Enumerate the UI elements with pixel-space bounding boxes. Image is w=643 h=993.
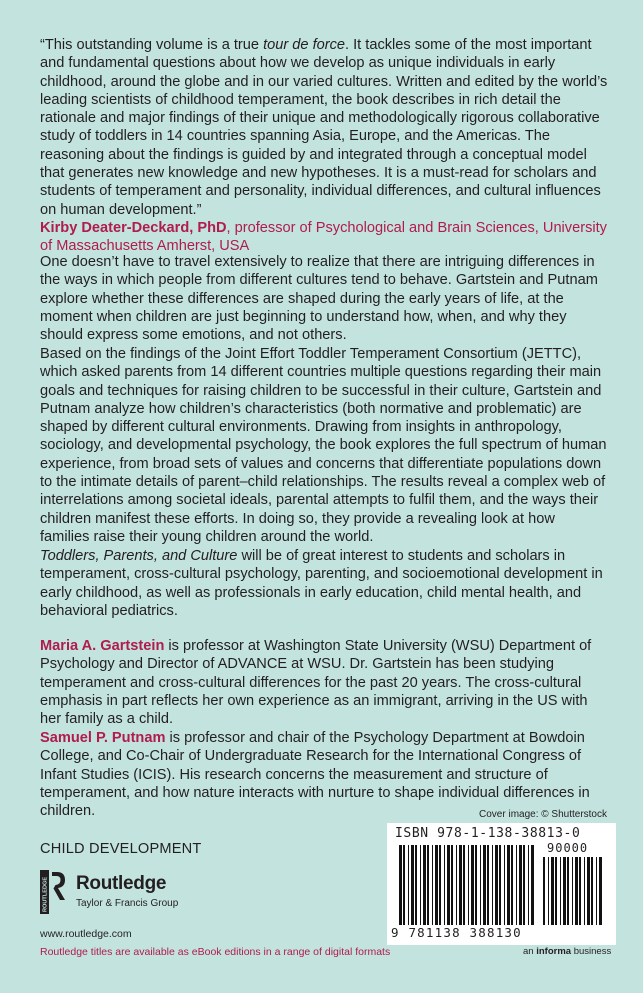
barcode-bar [584, 857, 585, 925]
barcode-bar [411, 845, 414, 925]
barcode-bar [492, 845, 493, 925]
barcode-bar [475, 845, 477, 925]
barcode-bar [499, 845, 501, 925]
barcode-bar [551, 857, 554, 925]
quote-text-part: “This outstanding volume is a true [40, 37, 264, 53]
barcode-bar [567, 857, 569, 925]
bio-body: is professor at Washington State University (WSU) Department of Psychology and Director of ADVANCE at WSU. Dr. Gartstein has been studying temperament and cross-cultural differences for the past 20 years. The cross-cultural emphasis in part reflects her own experience as an immigrant, arriving in the US with her family as a child. [40, 638, 592, 728]
bio-text [40, 637, 608, 728]
addon-barcode-bars [543, 857, 605, 925]
informa-tagline [523, 946, 611, 957]
bio-text [40, 729, 608, 820]
routledge-logo [40, 870, 210, 916]
barcode-bar [599, 857, 602, 925]
book-title: Toddlers, Parents, and Culture [40, 548, 238, 564]
publisher-group: Taylor & Francis Group [76, 898, 179, 909]
barcode-bar [468, 845, 469, 925]
barcode-bar [456, 845, 457, 925]
author-bio-1 [40, 637, 608, 728]
barcode-bar [543, 857, 545, 925]
publisher-name: Routledge [76, 873, 167, 894]
spine-mark-text: ROUTLEDGE [42, 876, 49, 912]
bio-author-name: Samuel P. Putnam [40, 730, 166, 746]
barcode-bar [587, 857, 590, 925]
barcode-bar [555, 857, 557, 925]
barcode-bar [408, 845, 409, 925]
barcode-bar [471, 845, 474, 925]
barcode-bar [495, 845, 498, 925]
endorsement-quote [40, 36, 608, 256]
barcode-bar [435, 845, 438, 925]
paragraph-text [40, 547, 608, 620]
quote-author-name: Kirby Deater-Deckard, PhD [40, 219, 227, 236]
barcode-bar [432, 845, 433, 925]
informa-brand: informa [536, 946, 572, 957]
barcode-bar [575, 857, 578, 925]
barcode-bar [399, 845, 402, 925]
series-label: CHILD DEVELOPMENT [40, 841, 202, 857]
barcode-bar [519, 845, 522, 925]
barcode-bar [444, 845, 445, 925]
barcode-bar [572, 857, 573, 925]
barcode-bar [447, 845, 450, 925]
publisher-website: www.routledge.com [40, 928, 132, 940]
paragraph-text: One doesn’t have to travel extensively to realize that there are intriguing differences in the ways in which people from different cultures tend to behave. Gartstein and Putnam explore whether these differences are shaped during the early years of life, at the moment when children are just beginning to understand how, when, and why they should express some emotions, and not others. [40, 254, 598, 344]
isbn-label: ISBN 978-1-138-38813-0 [395, 826, 581, 841]
bio-author-name: Maria A. Gartstein [40, 638, 165, 654]
barcode-bar [459, 845, 462, 925]
quote-author-affiliation: , professor of Psychological and Brain Sciences, University of Massachusetts Amherst, USA [40, 219, 607, 255]
barcode-bar [511, 845, 513, 925]
barcode-bar [403, 845, 405, 925]
barcode-bar [420, 845, 421, 925]
quote-text [40, 36, 608, 219]
quote-text-part: . It tackles some of the most important and fundamental questions about how we develop as unique individuals in early childhood, around the globe and in our varied cultures. Written and edited by the world’s leading scientists of childhood temperament, the book describes in rich detail the rationale and major findings of their unique and methodologically rigorous collaborative study of toddlers in 14 countries spanning Asia, Europe, and the Americas. The reasoning about the findings is guided by and integrated through a conceptual model that generates new knowledge and new hypotheses. It is a must-read for scholars and students of temperament and personality, individual differences, and cultural influences on human development.” [40, 37, 608, 218]
barcode-bar [528, 845, 529, 925]
barcode-bar [483, 845, 486, 925]
barcode-bar [548, 857, 549, 925]
barcode-bar [487, 845, 489, 925]
informa-prefix: an [523, 946, 537, 957]
quote-italic: tour de force [263, 37, 346, 53]
barcode-bar [504, 845, 505, 925]
barcode-bar [427, 845, 429, 925]
barcode-bar [523, 845, 525, 925]
barcode-bar [451, 845, 453, 925]
quote-attribution [40, 219, 608, 256]
isbn-barcode [387, 823, 616, 945]
ean-barcode-bars [399, 845, 537, 925]
bio-body: is professor and chair of the Psychology Department at Bowdoin College, and Co-Chair of Undergraduate Research for the International Congress of Infant Studies (ICIS). His research concerns the measurement and structure of temperament, and how nature interacts with nurture to shape individual differences in children. [40, 730, 590, 820]
ebook-note: Routledge titles are available as eBook editions in a range of digital formats [40, 946, 391, 958]
routledge-spine-mark-icon [40, 870, 66, 914]
author-bio-2 [40, 729, 608, 820]
barcode-bar [560, 857, 561, 925]
informa-suffix: business [571, 946, 612, 957]
barcode-bar [591, 857, 593, 925]
barcode-bar [531, 845, 534, 925]
barcode-bar [563, 857, 566, 925]
cover-image-credit: Cover image: © Shutterstock [479, 809, 607, 820]
barcode-bar [439, 845, 441, 925]
barcode-bar [463, 845, 465, 925]
barcode-bar [516, 845, 517, 925]
barcode-bar [480, 845, 481, 925]
description-paragraph-2 [40, 345, 608, 546]
paragraph-text-part: will be of great interest to students and scholars in temperament, cross-cultural psychology, parenting, and socioemotional development in early childhood, as well as professionals in early education, child mental health, and behavioral pediatrics. [40, 548, 603, 619]
barcode-bar [596, 857, 597, 925]
description-paragraph-3 [40, 547, 608, 620]
barcode-bar [507, 845, 510, 925]
description-paragraph-1 [40, 253, 608, 344]
paragraph-text: Based on the findings of the Joint Effort Toddler Temperament Consortium (JETTC), which asked parents from 14 different countries multiple questions regarding their main goals and techniques for raising children to be successful in their culture, Gartstein and Putnam analyze how children’s characteristics (both normative and problematic) are shaped by different cultural environments. Drawing from insights in anthropology, sociology, and developmental psychology, the book explores the full spectrum of human experience, from broad sets of values and concerns that differentiate populations down to the intimate details of parent–child relationships. The results reveal a complex web of interrelations among societal ideals, parental attempts to fulfil them, and the ways their children manifest these efforts. In doing so, they provide a revealing look at how families raise their young children around the world. [40, 346, 607, 545]
barcode-bar [415, 845, 417, 925]
barcode-bar [579, 857, 581, 925]
price-addon-digits: 90000 [547, 841, 589, 855]
ean-digits: 9 781138 388130 [391, 925, 522, 940]
barcode-bar [423, 845, 426, 925]
